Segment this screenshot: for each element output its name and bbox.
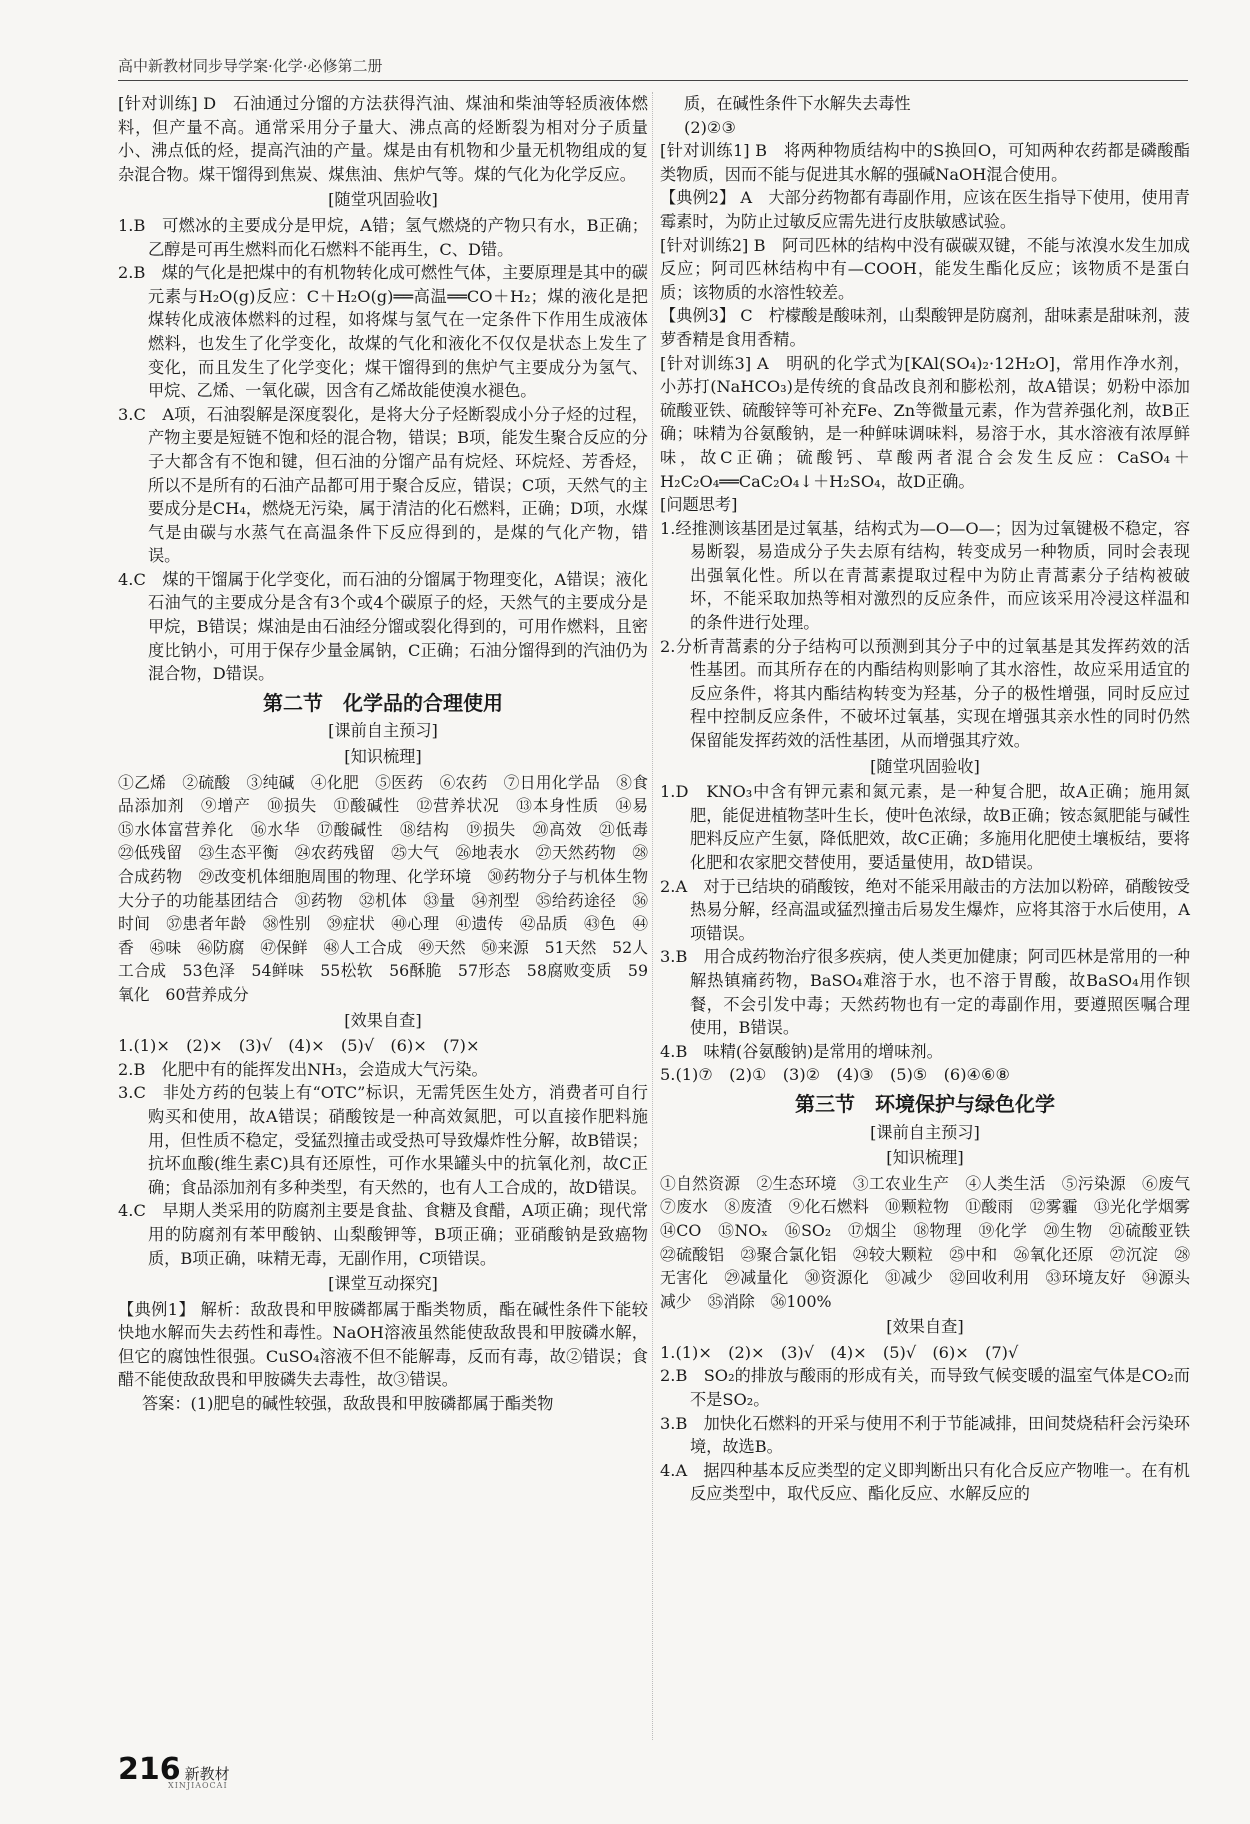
right-column <box>660 92 1206 1506</box>
right-block-15: 5.(1)⑦ (2)① (3)② (4)③ (5)⑤ (6)④⑥⑧ <box>660 1065 1011 1085</box>
right-block-4: [针对训练2] B 阿司匹林的结构中没有碳碳双键，不能与浓溴水发生加成反应；阿司匹林结构中有—COOH，能发生酯化反应；该物质不是蛋白质；该物质的水溶性较差。 <box>660 235 1190 302</box>
left-block-12: 2.B 化肥中有的能挥发出NH₃，会造成大气污染。 <box>118 1059 488 1079</box>
left-block-3: 2.B 煤的气化是把煤中的有机物转化成可燃性气体，主要原理是其中的碳元素与H₂O(g)反应：C＋H₂O(g)══高温══CO＋H₂；煤的液化是把煤转化成液体燃料的过程，如将煤与氢气在一定条件下作用生成液体燃料，也发生了化学变化，故煤的气化和液化不仅仅是状态上发生了变化，而且发生了化学变化；煤干馏得到的焦炉气主要成分为氢气、甲烷、乙烯、一氧化碳，因含有乙烯故能使溴水褪色。 <box>118 263 648 401</box>
right-block-7: [问题思考] <box>660 495 738 515</box>
right-block-24: 4.A 据四种基本反应类型的定义即判断出只有化合反应产物唯一。在有机反应类型中，取代反应、酯化反应、水解反应的 <box>660 1460 1190 1504</box>
left-block-2: 1.B 可燃冰的主要成分是甲烷，A错；氢气燃烧的产物只有水，B正确；乙醇是可再生燃料而化石燃料不能再生，C、D错。 <box>118 215 648 259</box>
left-block-14: 4.C 早期人类采用的防腐剂主要是食盐、食糖及食醋，A项正确；现代常用的防腐剂有苯甲酸钠、山梨酸钾等，B项正确；亚硝酸钠是致癌物质，B项正确，味精无毒，无副作用，C项错误。 <box>118 1201 648 1268</box>
right-block-12: 2.A 对于已结块的硝酸铵，绝对不能采用敲击的方法加以粉碎，硝酸铵受热易分解，经高温或猛烈撞击后易发生爆炸，应将其溶于水后使用，A项错误。 <box>660 876 1190 943</box>
right-block-13: 3.B 用合成药物治疗很多疾病，使人类更加健康；阿司匹林是常用的一种解热镇痛药物，BaSO₄难溶于水，也不溶于胃酸，故BaSO₄用作钡餐，不会引发中毒；天然药物也有一定的毒副作用，要遵照医嘱合理使用，B错误。 <box>660 947 1190 1038</box>
right-block-18: [知识梳理] <box>886 1148 964 1168</box>
right-block-3: 【典例2】 A 大部分药物都有毒副作用，应该在医生指导下使用，使用青霉素时，为防止过敏反应需先进行皮肤敏感试验。 <box>660 188 1190 231</box>
left-block-8: [知识梳理] <box>344 747 422 767</box>
left-block-5: 4.C 煤的干馏属于化学变化，而石油的分馏属于物理变化，A错误；液化石油气的主要成分是含有3个或4个碳原子的烃，天然气的主要成分是甲烷，B错误；煤油是由石油经分馏或裂化得到的，可用作燃料，且密度比钠小，可用于保存少量金属钠，C正确；石油分馏得到的汽油仍为混合物，D错误。 <box>118 569 648 684</box>
right-block-17: [课前自主预习] <box>870 1122 980 1142</box>
left-block-11: 1.(1)× (2)× (3)√ (4)× (5)√ (6)× (7)× <box>118 1036 480 1056</box>
left-block-13: 3.C 非处方药的包装上有“OTC”标识，无需凭医生处方，消费者可自行购买和使用，故A错误；硝酸铵是一种高效氮肥，可以直接作肥料施用，但性质不稳定，受猛烈撞击或受热可导致爆炸性分解，故B错误；抗坏血酸(维生素C)具有还原性，可作水果罐头中的抗氧化剂，故C正确；食品添加剂有多种类型，有天然的，也有人工合成的，故D错误。 <box>118 1083 648 1197</box>
right-block-22: 2.B SO₂的排放与酸雨的形成有关，而导致气候变暖的温室气体是CO₂而不是SO₂。 <box>660 1366 1190 1410</box>
right-block-19: ①自然资源 ②生态环境 ③工农业生产 ④人类生活 ⑤污染源 ⑥废气 ⑦废水 ⑧废渣 ⑨化石燃料 ⑩颗粒物 ⑪酸雨 ⑫雾霾 ⑬光化学烟雾 ⑭CO ⑮NOₓ ⑯SO₂ ⑰烟尘 ⑱物理 ⑲化学 ⑳生物 ㉑硫酸亚铁 ㉒硫酸铝 ㉓聚合氯化铝 ㉔较大颗粒 ㉕中和 ㉖氧化还原 ㉗沉淀 ㉘无害化 ㉙减量化 ㉚资源化 ㉛减少 ㉜回收利用 ㉝环境友好 ㉞源头减少 ㉟消除 ㊱100% <box>660 1173 1206 1311</box>
brand-label: 新教材 <box>184 1765 230 1783</box>
left-block-16: 【典例1】 解析：敌敌畏和甲胺磷都属于酯类物质，酯在碱性条件下能较快地水解而失去药性和毒性。NaOH溶液虽然能使敌敌畏和甲胺磷水解，但它的腐蚀性很强。CuSO₄溶液不但不能解毒，反而有毒，故②错误；食醋不能使敌敌畏和甲胺磷失去毒性，故③错误。 <box>118 1299 648 1390</box>
right-block-0: 质，在碱性条件下水解失去毒性 <box>684 94 911 113</box>
left-block-1: [随堂巩固验收] <box>328 190 438 210</box>
left-column <box>118 92 664 1416</box>
right-block-20: [效果自查] <box>886 1317 964 1337</box>
right-block-1: (2)②③ <box>684 117 736 137</box>
left-block-10: [效果自查] <box>344 1010 422 1030</box>
running-header: 高中新教材同步导学案·化学·必修第二册 <box>118 55 1188 81</box>
left-block-7: [课前自主预习] <box>328 721 438 741</box>
right-block-16: 第三节 环境保护与绿色化学 <box>795 1091 1055 1116</box>
right-block-2: [针对训练1] B 将两种物质结构中的S换回O，可知两种农药都是磷酸酯类物质，因而不能与促进其水解的强碱NaOH混合使用。 <box>660 141 1190 184</box>
left-block-4: 3.C A项，石油裂解是深度裂化，是将大分子烃断裂成小分子烃的过程，产物主要是短链不饱和烃的混合物，错误；B项，能发生聚合反应的分子大都含有不饱和键，但石油的分馏产品有烷烃、环烷烃、芳香烃，所以不是所有的石油产品都可用于聚合反应，错误；C项，天然气的主要成分是CH₄，燃烧无污染，属于清洁的化石燃料，正确；D项，水煤气是由碳与水蒸气在高温条件下反应得到的，是煤的气化产物，错误。 <box>118 404 648 566</box>
right-block-6: [针对训练3] A 明矾的化学式为[KAl(SO₄)₂·12H₂O]，常用作净水剂，小苏打(NaHCO₃)是传统的食品改良剂和膨松剂，故A错误；奶粉中添加硫酸亚铁、硫酸锌等可补充Fe、Zn等微量元素，作为营养强化剂，故B正确；味精为谷氨酸钠，是一种鲜味调味料，易溶于水，其水溶液有浓厚鲜味，故C正确；硫酸钙、草酸两者混合会发生反应：CaSO₄＋H₂C₂O₄══CaC₂O₄↓＋H₂SO₄，故D正确。 <box>660 353 1190 491</box>
right-block-9: 2.分析青蒿素的分子结构可以预测到其分子中的过氧基是其发挥药效的活性基团。而其所存在的内酯结构则影响了其水溶性，故应采用适宜的反应条件，将其内酯结构转变为羟基，分子的极性增强，同时反应过程中控制反应条件，不破坏过氧基，实现在增强其亲水性的同时仍然保留能发挥药效的活性基团，从而增强其疗效。 <box>660 636 1190 751</box>
left-block-9: ①乙烯 ②硫酸 ③纯碱 ④化肥 ⑤医药 ⑥农药 ⑦日用化学品 ⑧食品添加剂 ⑨增产 ⑩损失 ⑪酸碱性 ⑫营养状况 ⑬本身性质 ⑭易 ⑮水体富营养化 ⑯水华 ⑰酸碱性 ⑱结构 ⑲损失 ⑳高效 ㉑低毒 ㉒低残留 ㉓生态平衡 ㉔农药残留 ㉕大气 ㉖地表水 ㉗天然药物 ㉘合成药物 ㉙改变机体细胞周围的物理、化学环境 ㉚药物分子与机体生物大分子的功能基团结合 ㉛药物 ㉜机体 ㉝量 ㉞剂型 ㉟给药途径 ㊱时间 ㊲患者年龄 ㊳性别 ㊴症状 ㊵心理 ㊶遗传 ㊷品质 ㊸色 ㊹香 ㊺味 ㊻防腐 ㊼保鲜 ㊽人工合成 ㊾天然 ㊿来源 51天然 52人工合成 53色泽 54鲜味 55松软 56酥脆 57形态 58腐败变质 59氧化 60营养成分 <box>118 772 664 1004</box>
brand-sub-label: XINJIAOCAI <box>168 1781 228 1790</box>
right-block-8: 1.经推测该基团是过氧基，结构式为—O—O—；因为过氧键极不稳定，容易断裂，易造成分子失去原有结构，转变成另一种物质，同时会表现出强氧化性。所以在青蒿素提取过程中为防止青蒿素分子结构被破坏，不能采取加热等相对激烈的反应条件，而应该采用冷浸这样温和的条件进行处理。 <box>660 518 1190 633</box>
page-number: 216 <box>118 1752 181 1787</box>
right-block-14: 4.B 味精(谷氨酸钠)是常用的增味剂。 <box>660 1041 943 1061</box>
right-block-11: 1.D KNO₃中含有钾元素和氮元素，是一种复合肥，故A正确；施用氮肥，能促进植物茎叶生长，使叶色浓绿，故B正确；铵态氮肥能与碱性肥料反应产生氨，降低肥效，故C正确；多施用化肥使土壤板结，要将化肥和农家肥交替使用，要适量使用，故D错误。 <box>660 782 1190 872</box>
column-divider <box>652 92 653 1740</box>
left-block-6: 第二节 化学品的合理使用 <box>263 690 503 715</box>
left-block-17: 答案：(1)肥皂的碱性较强，敌敌畏和甲胺磷都属于酯类物 <box>142 1394 554 1414</box>
left-block-15: [课堂互动探究] <box>328 1274 438 1294</box>
right-block-21: 1.(1)× (2)× (3)√ (4)× (5)√ (6)× (7)√ <box>660 1342 1019 1362</box>
page-footer <box>118 1752 230 1790</box>
left-block-0: [针对训练] D 石油通过分馏的方法获得汽油、煤油和柴油等轻质液体燃料，但产量不高。通常采用分子量大、沸点高的烃断裂为相对分子质量小、沸点低的烃，提高汽油的产量。煤是由有机物和少量无机物组成的复杂混合物。煤干馏得到焦炭、煤焦油、焦炉气等。煤的气化为化学反应。 <box>118 94 648 184</box>
right-block-5: 【典例3】 C 柠檬酸是酸味剂，山梨酸钾是防腐剂，甜味素是甜味剂，菠萝香精是食用香精。 <box>660 306 1190 349</box>
right-block-23: 3.B 加快化石燃料的开采与使用不利于节能减排，田间焚烧秸秆会污染环境，故选B。 <box>660 1413 1190 1457</box>
right-block-10: [随堂巩固验收] <box>870 756 980 776</box>
